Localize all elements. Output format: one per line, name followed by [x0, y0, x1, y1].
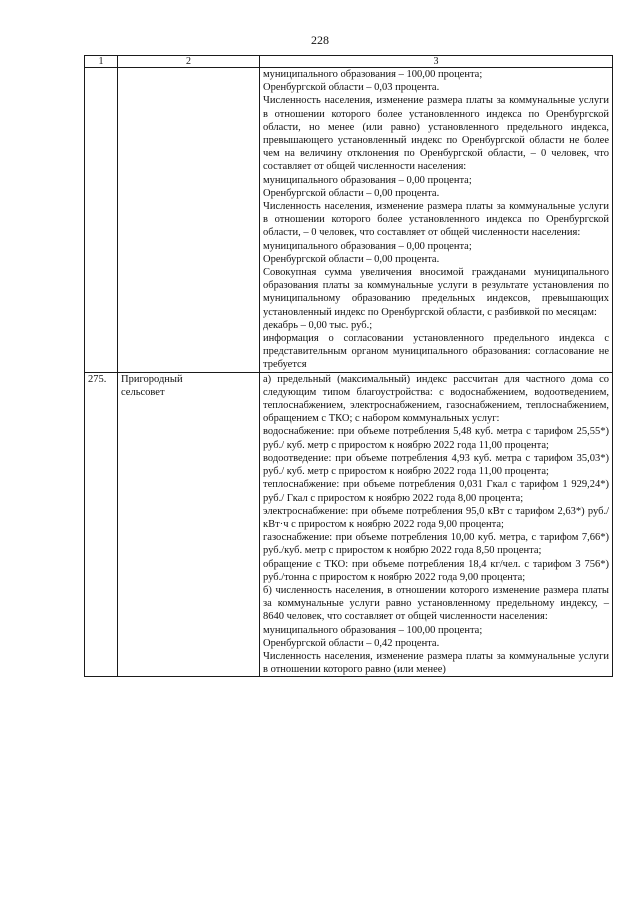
- row-content-cell: [260, 372, 613, 677]
- row-content-cell: [260, 68, 613, 373]
- municipality-name-line: Пригородный: [121, 373, 183, 385]
- text-paragraph: Совокупная сумма увеличения вносимой гражданами муниципального образования платы за коммунальные услуги в результате установления по муниципальному образованию предельных индексов, превышающих установленный индекс по Оренбургской области, с разбивкой по месяцам:: [263, 267, 609, 318]
- text-paragraph: Численность населения, изменение размера платы за коммунальные услуги в отношении которого равно (или менее): [263, 650, 609, 676]
- row-name-cell: [118, 68, 260, 373]
- header-col-1: 1: [85, 56, 118, 68]
- text-paragraph: информация о согласовании установленного предельного индекса с представительным органом муниципального образования: согласование не требуется: [263, 333, 609, 371]
- text-paragraph: Численность населения, изменение размера платы за коммунальные услуги в отношении которого более установленного индекса по Оренбургской области, но менее (или равно) установленного предельного индекса, превышающего установленный индекс по Оренбургской области не более чем на величину отклонения по Оренбургской области, – 0 человек, что составляет от общей численности населения:: [263, 95, 609, 173]
- text-paragraph: газоснабжение: при объеме потребления 10,00 куб. метра, с тарифом 7,66*) руб./куб. метр с приростом к ноябрю 2022 года 8,50 процента;: [263, 532, 609, 557]
- table-header-row: [85, 56, 613, 68]
- text-paragraph: электроснабжение: при объеме потребления 95,0 кВт с тарифом 2,63*) руб./кВт·ч с приростом к ноябрю 2022 года 9,00 процента;: [263, 505, 609, 530]
- text-line: Оренбургской области – 0,42 процента.: [263, 637, 440, 649]
- table-row-continued: [85, 68, 613, 373]
- text-paragraph: водоотведение: при объеме потребления 4,93 куб. метра с тарифом 35,03*) руб./ куб. метр с приростом к ноябрю 2022 года 11,00 процента;: [263, 452, 609, 478]
- row-number-cell: [85, 68, 118, 373]
- document-table: [84, 55, 613, 677]
- text-line: муниципального образования – 100,00 процента;: [263, 624, 483, 636]
- text-paragraph: водоснабжение: при объеме потребления 5,48 куб. метра с тарифом 25,55*) руб./ куб. метр с приростом к ноябрю 2022 года 11,00 процента;: [263, 426, 609, 451]
- text-paragraph: б) численность населения, в отношении которого изменение размера платы за коммунальные услуги равно установленному предельному индексу, – 8640 человек, что составляет от общей численности населения:: [263, 584, 609, 623]
- table-row-275: [85, 372, 613, 677]
- text-line: муниципального образования – 100,00 процента;: [263, 69, 483, 80]
- row-name-cell: [118, 372, 260, 677]
- text-line: Оренбургской области – 0,00 процента.: [263, 253, 440, 265]
- text-line: декабрь – 0,00 тыс. руб.;: [263, 319, 373, 331]
- text-line: муниципального образования – 0,00 процента;: [263, 240, 472, 252]
- text-line: Оренбургской области – 0,03 процента.: [263, 82, 440, 94]
- text-paragraph: обращение с ТКО: при объеме потребления 18,4 кг/чел. с тарифом 3 756*) руб./тонна с приростом к ноябрю 2022 года 9,00 процента;: [263, 558, 609, 583]
- text-line: Оренбургской области – 0,00 процента.: [263, 187, 440, 199]
- text-paragraph: Численность населения, изменение размера платы за коммунальные услуги в отношении которого более установленного индекса по Оренбургской области, – 0 человек, что составляет от общей численности населения:: [263, 201, 609, 239]
- page-number: 228: [311, 33, 329, 47]
- header-col-3: 3: [260, 56, 613, 68]
- header-col-2: 2: [118, 56, 260, 68]
- text-paragraph: теплоснабжение: при объеме потребления 0,031 Гкал с тарифом 1 929,24*) руб./ Гкал с приростом к ноябрю 2022 года 8,00 процента;: [263, 479, 609, 504]
- municipality-name-line: сельсовет: [121, 386, 165, 398]
- text-line: муниципального образования – 0,00 процента;: [263, 174, 472, 186]
- text-paragraph: а) предельный (максимальный) индекс рассчитан для частного дома со следующим типом благоустройства: с водоснабжением, водоотведением, теплоснабжением, электроснабжением, газоснабжением, теплоснабжением, обращением с ТКО; с набором коммунальных услуг:: [263, 373, 609, 425]
- row-number-cell: 275.: [85, 372, 118, 677]
